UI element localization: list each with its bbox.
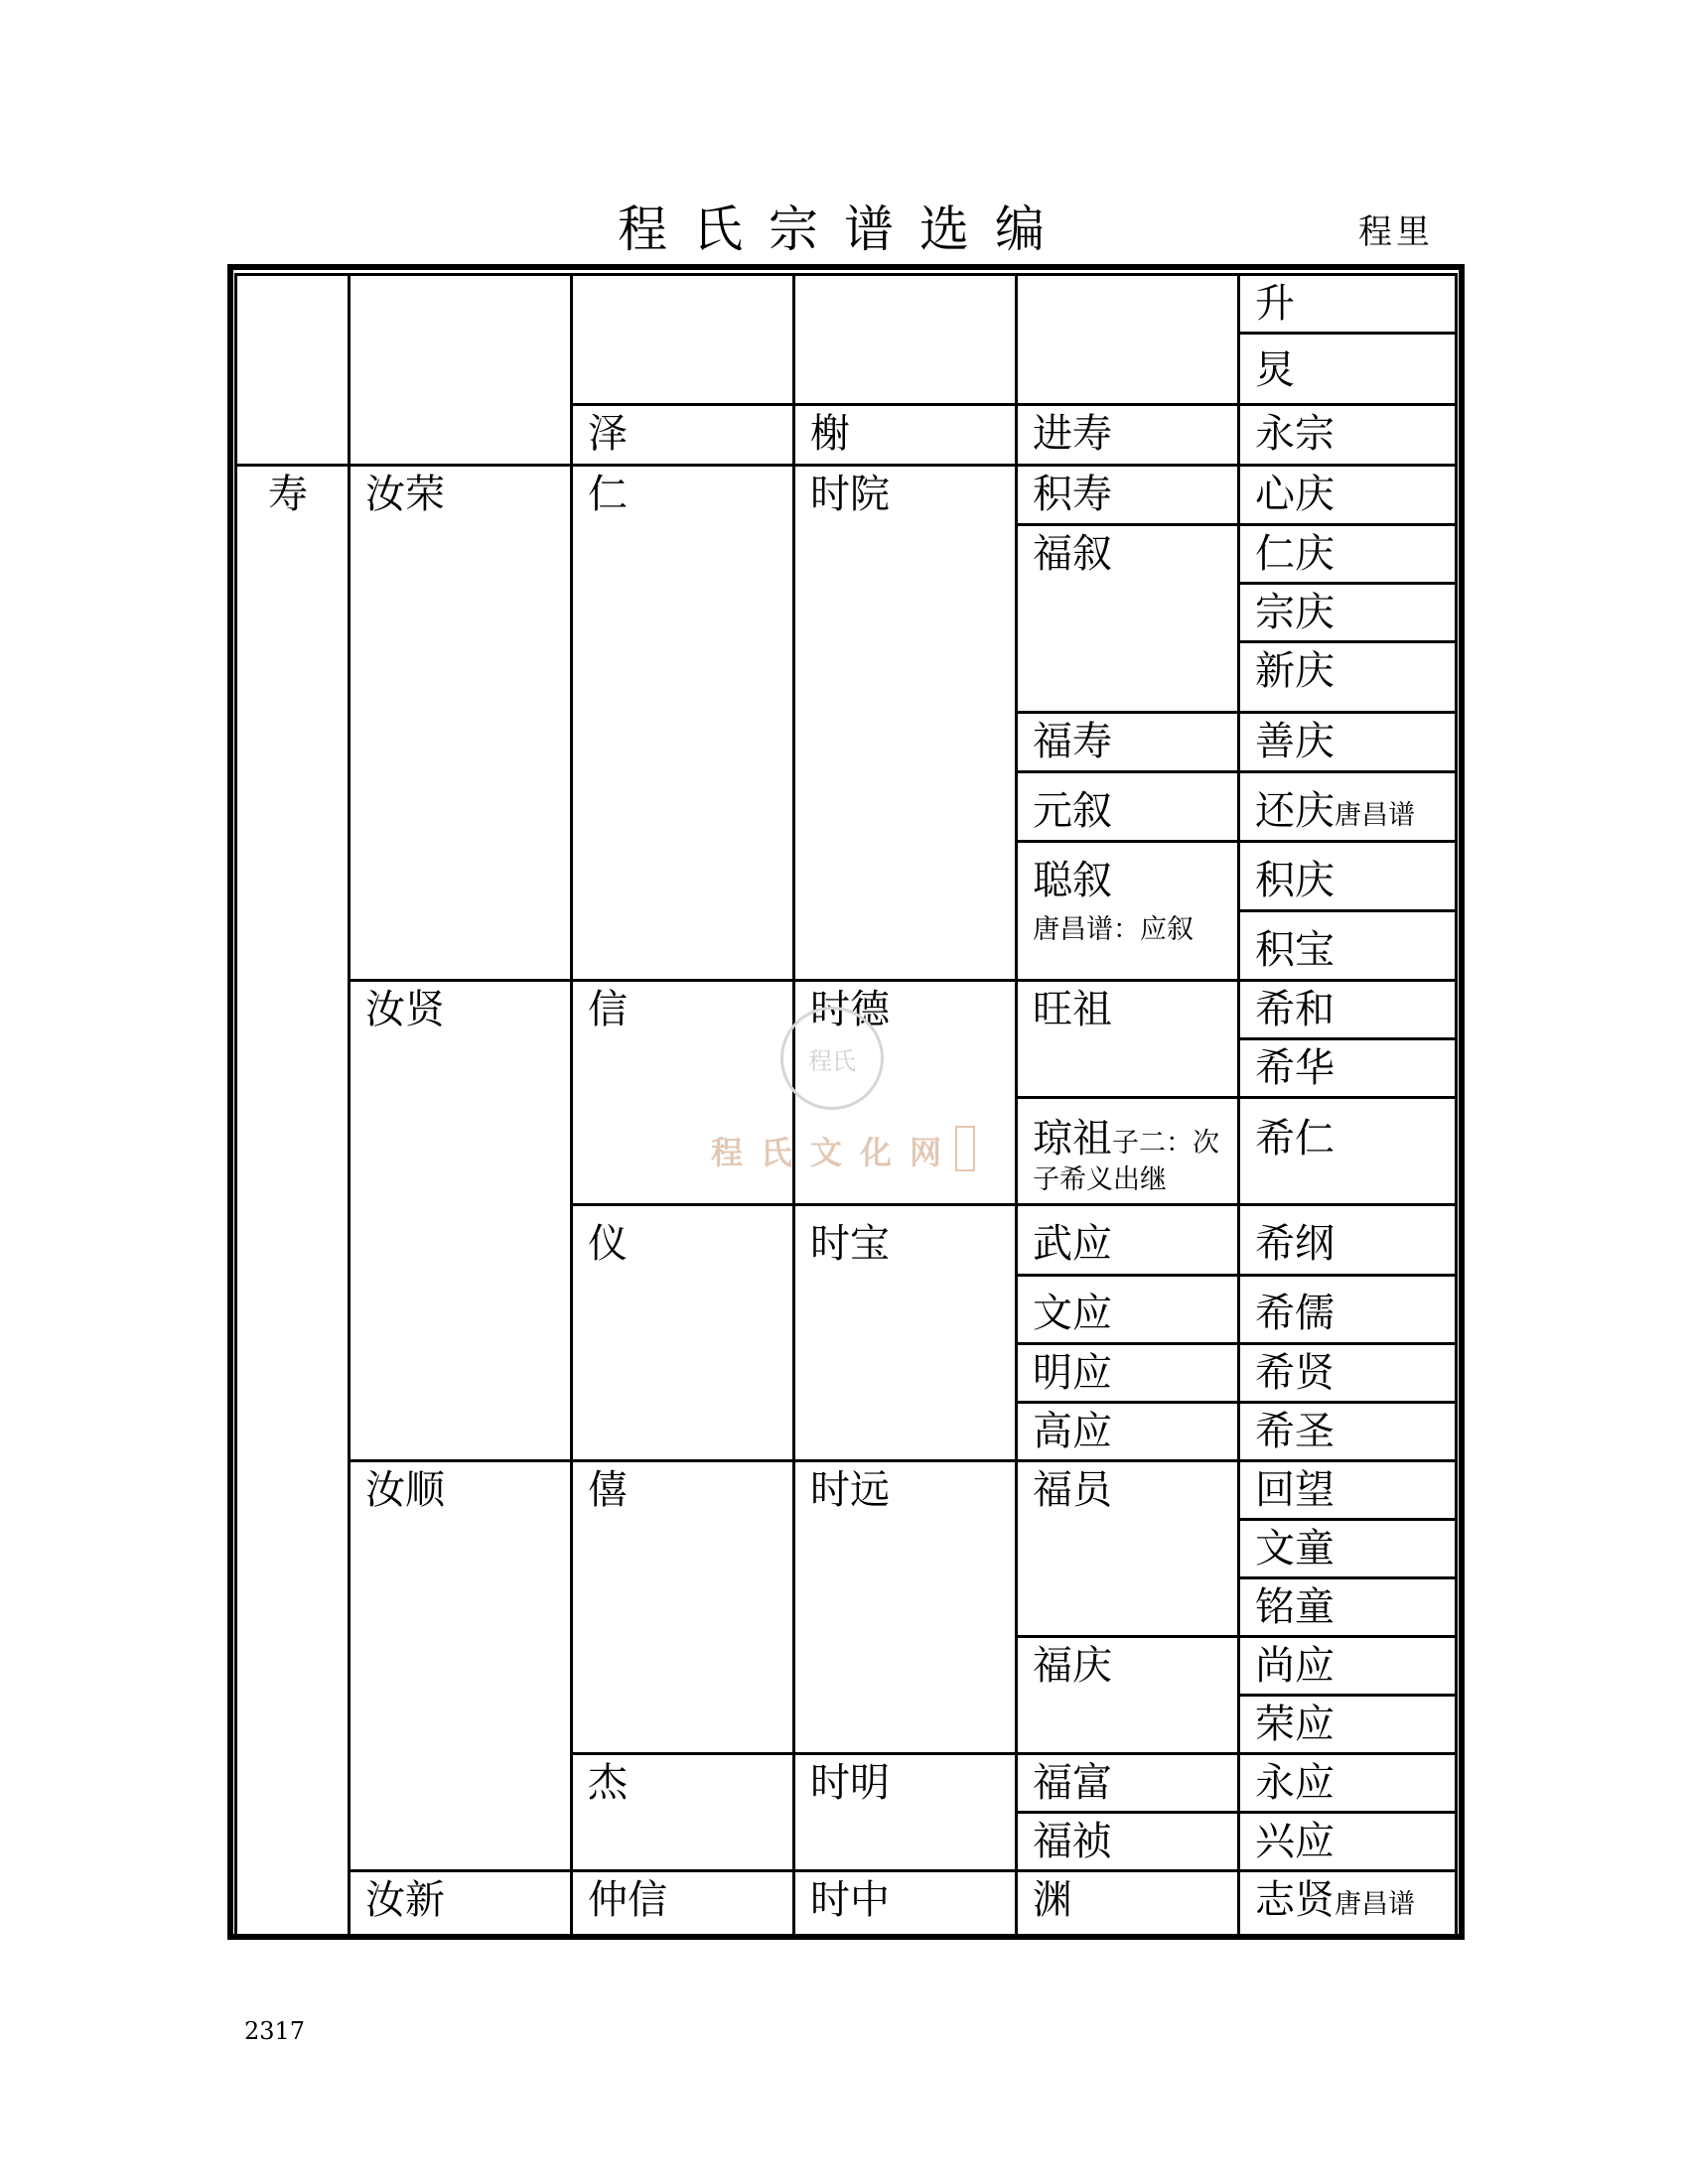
table-cell: 寿 <box>268 472 308 517</box>
table-cell: 汝荣 <box>365 472 445 517</box>
table-cell: 新庆 <box>1255 648 1335 694</box>
table-cell: 时远 <box>810 1467 890 1513</box>
table-cell: 武应 <box>1033 1221 1112 1267</box>
table-cell: 希贤 <box>1255 1350 1335 1396</box>
table-cell: 汝顺 <box>365 1467 445 1513</box>
table-cell: 汝新 <box>365 1877 445 1923</box>
corner-tag: 程里 <box>1358 212 1434 252</box>
table-cell: 泽 <box>588 411 628 457</box>
table-cell: 高应 <box>1033 1409 1112 1454</box>
table-cell: 希儒 <box>1255 1291 1335 1336</box>
table-cell: 文应 <box>1033 1291 1112 1336</box>
table-cell: 永应 <box>1255 1760 1335 1806</box>
table-cell: 回望 <box>1255 1467 1335 1513</box>
table-cell: 杰 <box>588 1760 628 1806</box>
table-cell: 仲信 <box>588 1877 667 1923</box>
table-cell: 僖 <box>588 1467 628 1513</box>
table-cell: 尚应 <box>1255 1643 1335 1689</box>
table-cell: 炅 <box>1255 347 1295 393</box>
table-cell: 时德 <box>810 987 890 1032</box>
watermark-text: 程氏文化网 <box>711 1134 960 1171</box>
table-cell: 福寿 <box>1033 719 1112 764</box>
table-cell: 旺祖 <box>1033 987 1112 1032</box>
table-cell: 信 <box>588 987 628 1032</box>
table-cell: 仁 <box>588 472 628 517</box>
table-cell: 文童 <box>1255 1526 1335 1571</box>
table-cell: 升 <box>1255 281 1295 327</box>
table-cell: 希纲 <box>1255 1221 1335 1267</box>
table-cell: 志贤唐昌谱 <box>1255 1877 1415 1923</box>
table-cell: 善庆 <box>1255 719 1335 764</box>
table-subnote: 子希义出继 <box>1033 1164 1167 1195</box>
table-cell: 时中 <box>810 1877 890 1923</box>
table-cell: 福叙 <box>1033 531 1112 577</box>
table-cell: 渊 <box>1033 1877 1072 1923</box>
table-cell: 积宝 <box>1255 927 1335 973</box>
table-cell: 时宝 <box>810 1221 890 1267</box>
table-cell: 明应 <box>1033 1350 1112 1396</box>
table-cell: 积寿 <box>1033 472 1112 517</box>
table-cell: 心庆 <box>1255 472 1335 517</box>
table-cell: 元叙 <box>1033 788 1112 834</box>
table-cell: 荣应 <box>1255 1702 1335 1747</box>
table-cell: 积庆 <box>1255 858 1335 903</box>
table-cell: 福员 <box>1033 1467 1112 1513</box>
table-cell: 希圣 <box>1255 1409 1335 1454</box>
table-subnote: 唐昌谱：应叙 <box>1033 914 1194 945</box>
page-number: 2317 <box>244 2017 306 2045</box>
table-cell: 仪 <box>588 1221 628 1267</box>
table-cell: 兴应 <box>1255 1819 1335 1864</box>
table-cell: 希华 <box>1255 1045 1335 1091</box>
watermark-seal-icon: 程氏 <box>780 1007 884 1110</box>
table-cell: 铭童 <box>1255 1584 1335 1630</box>
table-cell: 琼祖子二：次 <box>1033 1116 1219 1161</box>
table-cell: 时院 <box>810 472 890 517</box>
watermark-stamp-icon <box>955 1126 975 1171</box>
table-cell: 宗庆 <box>1255 590 1335 635</box>
table-cell: 希和 <box>1255 987 1335 1032</box>
table-cell: 进寿 <box>1033 411 1112 457</box>
page-title: 程氏宗谱选编 <box>618 201 1070 258</box>
table-cell: 汝贤 <box>365 987 445 1032</box>
table-cell: 榭 <box>810 411 850 457</box>
table-cell: 仁庆 <box>1255 531 1335 577</box>
table-cell: 还庆唐昌谱 <box>1255 788 1415 834</box>
table-cell: 永宗 <box>1255 411 1335 457</box>
table-cell: 福庆 <box>1033 1643 1112 1689</box>
table-cell: 福祯 <box>1033 1819 1112 1864</box>
table-cell: 希仁 <box>1255 1116 1335 1161</box>
table-cell: 时明 <box>810 1760 890 1806</box>
table-cell: 福富 <box>1033 1760 1112 1806</box>
table-cell: 聪叙 <box>1033 858 1112 903</box>
